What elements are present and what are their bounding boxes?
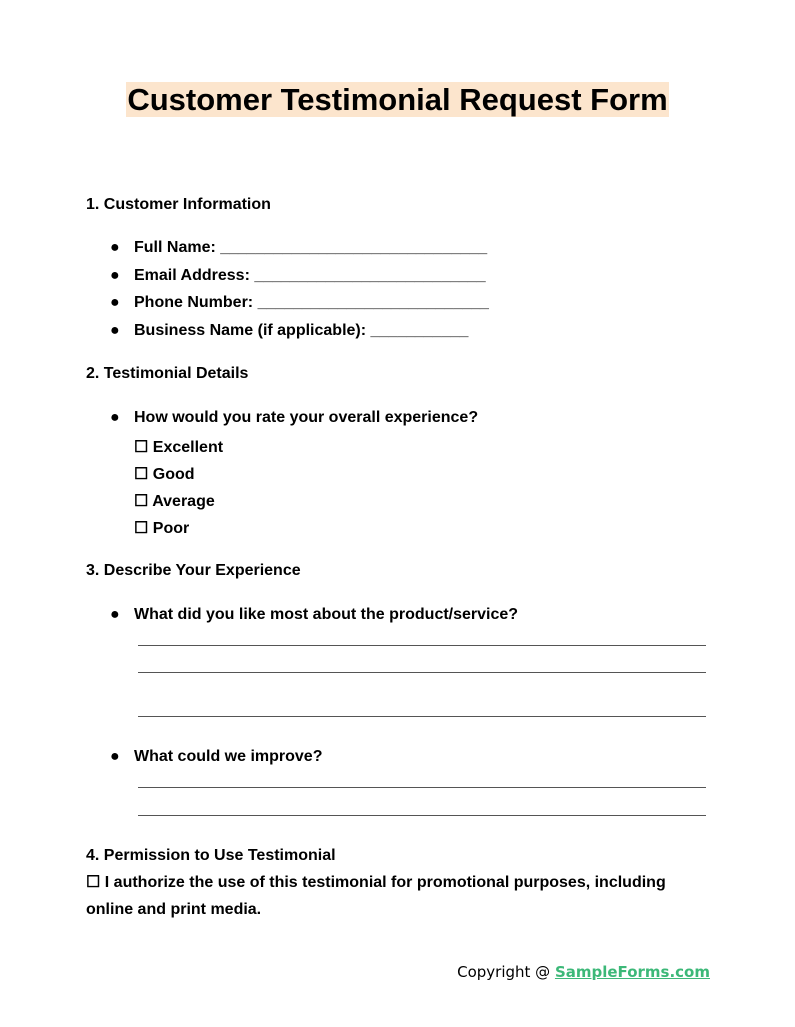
answer-line[interactable]	[138, 815, 706, 816]
bullet-icon: ●	[110, 294, 120, 311]
field-label: Full Name: ______________________________	[134, 239, 488, 256]
checkbox-excellent[interactable]: ☐ Excellent	[134, 439, 224, 456]
question-liked-most	[110, 606, 518, 624]
field-phone[interactable]	[110, 294, 489, 312]
answer-line[interactable]	[138, 645, 706, 646]
checkbox-average[interactable]: ☐ Average	[134, 493, 215, 510]
brand-link[interactable]: SampleForms.com	[554, 963, 710, 981]
page-title: Customer Testimonial Request Form	[127, 82, 668, 117]
question-text: How would you rate your overall experience?	[134, 409, 479, 426]
title-wrap	[0, 82, 795, 117]
consent-checkbox[interactable]: ☐ I authorize the use of this testimonial for promotional purposes, including online and print media.	[86, 874, 666, 918]
field-business-name[interactable]	[110, 322, 468, 340]
checkbox-poor[interactable]: ☐ Poor	[134, 520, 190, 537]
field-label: Phone Number: __________________________	[134, 294, 489, 311]
bullet-icon: ●	[110, 239, 120, 256]
section-heading-permission: 4. Permission to Use Testimonial	[86, 847, 336, 864]
checkbox-good[interactable]: ☐ Good	[134, 466, 195, 483]
footer-copyright	[457, 963, 710, 981]
bullet-icon: ●	[110, 267, 120, 284]
section-heading-testimonial-details: 2. Testimonial Details	[86, 365, 249, 382]
answer-line[interactable]	[138, 716, 706, 717]
bullet-icon: ●	[110, 322, 120, 339]
question-improve	[110, 748, 322, 766]
bullet-icon: ●	[110, 606, 120, 623]
copyright-prefix: Copyright @	[457, 963, 555, 981]
field-full-name[interactable]	[110, 239, 487, 257]
question-text: What could we improve?	[134, 748, 323, 765]
field-email[interactable]	[110, 267, 486, 285]
rating-question	[110, 409, 478, 427]
field-label: Business Name (if applicable): ___________	[134, 322, 469, 339]
bullet-icon: ●	[110, 748, 120, 765]
bullet-icon: ●	[110, 409, 120, 426]
section-heading-describe-experience: 3. Describe Your Experience	[86, 562, 301, 579]
field-label: Email Address: __________________________	[134, 267, 486, 284]
section-heading-customer-information: 1. Customer Information	[86, 196, 271, 213]
question-text: What did you like most about the product/service?	[134, 606, 519, 623]
answer-line[interactable]	[138, 787, 706, 788]
answer-line[interactable]	[138, 672, 706, 673]
